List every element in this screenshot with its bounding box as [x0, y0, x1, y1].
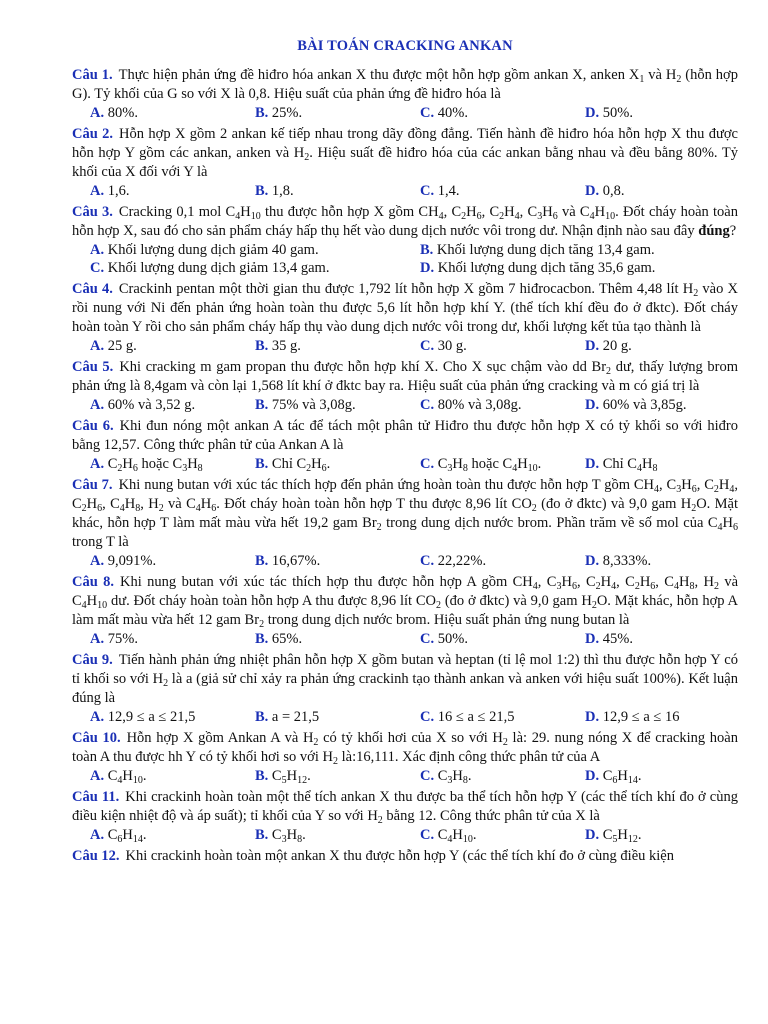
option-letter: C. [420, 105, 435, 121]
option-text: 0,8. [599, 183, 625, 199]
question-text: Khi crackinh hoàn toàn một thể tích ankan X thu được ba thể tích hỗn hợp Y (các thể tích khí đo ở cùng điều kiện nhiệt độ và áp suất); tỉ khối của Y so với $H_2$ bằng 12. Công thức phân tử của X là [72, 789, 738, 826]
question-number: Câu 10. [72, 730, 121, 746]
answer-option [72, 337, 237, 355]
option-text: 12,9 ≤ a ≤ 21,5 [104, 709, 196, 725]
option-text: Khối lượng dung dịch giảm 13,4 gam. [104, 260, 330, 276]
answer-options [72, 552, 738, 570]
question-number: Câu 1. [72, 67, 113, 83]
option-text: 25 g. [104, 338, 137, 354]
question-number: Câu 12. [72, 848, 120, 864]
question-stem [72, 847, 738, 866]
option-letter: A. [90, 827, 105, 843]
question-6 [72, 417, 738, 473]
option-letter: B. [255, 338, 269, 354]
answer-option [237, 708, 402, 726]
answer-option [72, 396, 237, 414]
question-stem [72, 729, 738, 767]
answer-option [567, 708, 732, 726]
option-text: 22,22%. [434, 553, 487, 569]
option-letter: C. [420, 709, 435, 725]
answer-option [402, 104, 567, 122]
question-stem [72, 66, 738, 104]
answer-option [567, 826, 732, 844]
option-text: 9,091%. [104, 553, 157, 569]
question-2 [72, 125, 738, 200]
option-letter: C. [420, 183, 435, 199]
question-10 [72, 729, 738, 785]
option-letter: D. [585, 709, 600, 725]
question-9 [72, 651, 738, 726]
question-number: Câu 5. [72, 359, 114, 375]
answer-option [402, 455, 567, 473]
option-text: 12,9 ≤ a ≤ 16 [599, 709, 680, 725]
answer-option [237, 396, 402, 414]
question-stem [72, 651, 738, 708]
question-number: Câu 7. [72, 477, 113, 493]
option-text: 60% và 3,85g. [599, 397, 687, 413]
option-letter: C. [420, 456, 435, 472]
option-text: 45%. [599, 631, 633, 647]
option-letter: A. [90, 338, 105, 354]
question-stem [72, 417, 738, 455]
option-text: Khối lượng dung dịch tăng 35,6 gam. [434, 260, 656, 276]
option-letter: C. [420, 397, 435, 413]
option-letter: B. [255, 827, 269, 843]
option-text: $C_5H_{12}$. [599, 827, 642, 845]
answer-option [72, 630, 237, 648]
option-letter: D. [585, 768, 600, 784]
question-text: Hỗn hợp X gồm 2 ankan kế tiếp nhau trong dãy đồng đẳng. Tiến hành đề hiđro hóa hỗn hợp X thu được hỗn hợp Y gồm các ankan, anken và $H_2$. Hiệu suất đề hiđro hóa của các ankan bằng nhau và đều bằng 80%. Tỷ khối của X đối với Y là [72, 126, 738, 180]
answer-option [72, 708, 237, 726]
question-text: Khi đun nóng một ankan A tác để tách một phân tử Hiđro thu được hỗn hợp X có tỷ khối so với hiđro bằng 12,57. Công thức phân tử của Ankan A là [72, 418, 738, 453]
option-text: Khối lượng dung dịch tăng 13,4 gam. [433, 242, 655, 258]
question-text: Cracking 0,1 mol $C_4H_{10}$ thu được hỗn hợp X gồm $CH_4$, $C_2H_6$, $C_2H_4$, $C_3H_6$ và $C_4H_{10}$. Đốt cháy hoàn toàn hỗn hợp X, sau đó cho sản phẩm cháy hấp thụ hết vào dung dịch nước vôi trong dư. Nhận định nào sau đây đúng? [72, 204, 738, 239]
option-text: Khối lượng dung dịch giảm 40 gam. [104, 242, 319, 258]
answer-option [72, 182, 237, 200]
answer-option [402, 241, 732, 259]
question-list [72, 66, 738, 866]
question-8 [72, 573, 738, 648]
option-letter: C. [420, 827, 435, 843]
option-text: 65%. [268, 631, 303, 647]
option-letter: B. [255, 553, 269, 569]
answer-option [567, 337, 732, 355]
option-letter: D. [585, 553, 600, 569]
option-text: 30 g. [434, 338, 467, 354]
question-7 [72, 476, 738, 570]
answer-option [567, 455, 732, 473]
option-text: 50%. [599, 105, 633, 121]
option-text: 35 g. [268, 338, 301, 354]
option-letter: B. [255, 456, 269, 472]
option-text: 8,333%. [599, 553, 652, 569]
answer-option [72, 767, 237, 785]
answer-option [402, 708, 567, 726]
option-text: 1,8. [268, 183, 294, 199]
option-letter: A. [90, 397, 105, 413]
option-letter: D. [585, 397, 600, 413]
answer-option [72, 259, 402, 277]
question-text: Khi cracking m gam propan thu được hỗn hợp khí X. Cho X sục chậm vào dd $Br_2$ dư, thấy lượng brom phản ứng là 8,4gam và còn lại 1,568 lít khí ở đktc bay ra. Hiệu suất của phản ứng cracking và m có giá trị là [72, 359, 738, 394]
answer-option [402, 630, 567, 648]
option-letter: A. [90, 105, 105, 121]
option-text: 20 g. [599, 338, 632, 354]
option-text: a = 21,5 [268, 709, 320, 725]
answer-option [72, 241, 402, 259]
question-text: Khi crackinh hoàn toàn một ankan X thu được hỗn hợp Y (các thể tích khí đo ở cùng điều kiện [125, 848, 674, 864]
question-stem [72, 203, 738, 241]
option-letter: D. [585, 183, 600, 199]
answer-option [402, 182, 567, 200]
option-letter: D. [585, 105, 600, 121]
question-stem [72, 788, 738, 826]
option-letter: C. [90, 260, 105, 276]
option-text: 75% và 3,08g. [268, 397, 356, 413]
answer-option [237, 337, 402, 355]
option-text: 25%. [268, 105, 303, 121]
answer-option [237, 552, 402, 570]
question-4 [72, 280, 738, 355]
option-text: 50%. [434, 631, 468, 647]
option-text: $C_3H_8$. [268, 827, 306, 845]
answer-option [72, 104, 237, 122]
question-12 [72, 847, 738, 866]
question-text: Khi nung butan với xúc tác thích hợp đến phản ứng hoàn toàn thu được hỗn hợp T gồm $CH_4$, $C_3H_6$, $C_2H_4$, $C_2H_6$, $C_4H_8$, $H_2$ và $C_4H_6$. Đốt cháy hoàn toàn hỗn hợp T thu được 8,96 lít $CO_2$ (đo ở đktc) và 9,0 gam $H_2O$. Mặt khác, hỗn hợp T làm mất màu vừa hết 19,2 gam $Br_2$ trong dung dịch nước brom. Phần trăm về số mol của $C_4H_6$ trong T là [72, 477, 739, 550]
question-number: Câu 2. [72, 126, 114, 142]
question-text: Crackinh pentan một thời gian thu được 1,792 lít hỗn hợp X gồm 7 hiđrocacbon. Thêm 4,48 lít $H_2$ vào X rồi nung với Ni đến phản ứng hoàn toàn thu được 5,6 lít hỗn hợp khí Y. (thể tích khí đều đo ở đktc). Đốt cháy hoàn toàn Y rồi cho sản phẩm cháy hấp thụ vào dung dịch nước vôi trong dư, khối lượng kết tủa tạo thành là [72, 281, 738, 335]
answer-option [567, 767, 732, 785]
answer-options [72, 767, 738, 785]
option-letter: B. [255, 631, 269, 647]
question-number: Câu 9. [72, 652, 113, 668]
answer-option [237, 182, 402, 200]
option-text: 16 ≤ a ≤ 21,5 [434, 709, 515, 725]
option-letter: A. [90, 456, 105, 472]
answer-option [567, 552, 732, 570]
question-stem [72, 358, 738, 396]
question-text: Tiến hành phản ứng nhiệt phân hỗn hợp X gồm butan và heptan (tỉ lệ mol 1:2) thì thu được hỗn hợp Y có tỉ khối so với $H_2$ là a (giả sử chỉ xảy ra phản ứng crackinh tạo thành ankan và anken với hiệu suất 100%). Kết luận đúng là [72, 652, 738, 706]
answer-option [237, 630, 402, 648]
question-stem [72, 280, 738, 337]
option-text: 75%. [104, 631, 138, 647]
option-text: $C_2H_6$ hoặc $C_3H_8$ [104, 456, 203, 474]
answer-option [237, 826, 402, 844]
question-stem [72, 125, 738, 182]
answer-option [237, 455, 402, 473]
question-3 [72, 203, 738, 277]
document-title: BÀI TOÁN CRACKING ANKAN [297, 38, 513, 54]
option-letter: A. [90, 768, 105, 784]
question-number: Câu 4. [72, 281, 113, 297]
answer-option [402, 826, 567, 844]
answer-option [402, 396, 567, 414]
answer-option [567, 396, 732, 414]
option-text: 40%. [434, 105, 468, 121]
option-letter: A. [90, 183, 105, 199]
option-letter: A. [90, 553, 105, 569]
answer-option [72, 455, 237, 473]
option-text: $C_4H_{10}$. [434, 827, 477, 845]
option-letter: D. [585, 456, 600, 472]
option-letter: B. [255, 105, 269, 121]
option-letter: A. [90, 631, 105, 647]
question-1 [72, 66, 738, 122]
option-letter: D. [585, 338, 600, 354]
option-letter: C. [420, 553, 435, 569]
question-text: Khi nung butan với xúc tác thích hợp thu được hỗn hợp A gồm $CH_4$, $C_3H_6$, $C_2H_4$, $C_2H_6$, $C_4H_8$, $H_2$ và $C_4H_{10}$ dư. Đốt cháy hoàn toàn hỗn hợp A thu được 8,96 lít $CO_2$ (đo ở đktc) và 9,0 gam $H_2O$. Mặt khác, hỗn hợp A làm mất màu vừa hết 12 gam $Br_2$ trong dung dịch nước brom. Hiệu suất phản ứng nung butan là [72, 574, 739, 630]
option-text: 80%. [104, 105, 138, 121]
answer-option [567, 104, 732, 122]
answer-option [72, 826, 237, 844]
answer-option [402, 767, 567, 785]
answer-options [72, 396, 738, 414]
question-number: Câu 6. [72, 418, 114, 434]
answer-option [72, 552, 237, 570]
option-text: 60% và 3,52 g. [104, 397, 196, 413]
option-text: $C_3H_8$ hoặc $C_4H_{10}$. [434, 456, 542, 474]
question-text: Thực hiện phản ứng đề hiđro hóa ankan X thu được một hỗn hợp gồm ankan X, anken $X_1$ và $H_2$ (hỗn hợp G). Tỷ khối của G so với X là 0,8. Hiệu suất của phản ứng đề hiđro hóa là [72, 67, 738, 102]
answer-options [72, 826, 738, 844]
question-number: Câu 3. [72, 204, 113, 220]
option-letter: C. [420, 338, 435, 354]
option-letter: B. [255, 183, 269, 199]
option-text: 1,6. [104, 183, 130, 199]
option-text: $C_6H_{14}$. [104, 827, 147, 845]
answer-option [567, 630, 732, 648]
option-text: $C_5H_{12}$. [268, 768, 311, 786]
answer-options [72, 455, 738, 473]
option-letter: D. [585, 631, 600, 647]
option-letter: A. [90, 709, 105, 725]
question-number: Câu 8. [72, 574, 115, 590]
answer-options [72, 708, 738, 726]
answer-option [237, 104, 402, 122]
option-text: 1,4. [434, 183, 460, 199]
option-letter: B. [420, 242, 434, 258]
option-letter: D. [420, 260, 435, 276]
question-stem [72, 573, 738, 630]
answer-options [72, 104, 738, 122]
option-letter: B. [255, 397, 269, 413]
answer-options [72, 337, 738, 355]
question-text: Hỗn hợp X gồm Ankan A và $H_2$ có tỷ khối hơi của X so với $H_2$ là: 29. nung nóng X để cracking hoàn toàn A thu được hh Y có tỷ khối hơi so với $H_2$ là:16,111. Xác định công thức phân tử của A [72, 730, 738, 767]
answer-option [567, 182, 732, 200]
question-stem [72, 476, 738, 552]
option-letter: B. [255, 709, 269, 725]
option-text: 16,67%. [268, 553, 321, 569]
answer-option [402, 552, 567, 570]
option-letter: A. [90, 242, 105, 258]
option-text: $C_4H_{10}$. [104, 768, 147, 786]
option-text: 80% và 3,08g. [434, 397, 522, 413]
option-text: Chỉ $C_4H_8$ [599, 456, 658, 474]
option-letter: C. [420, 768, 435, 784]
answer-options [72, 182, 738, 200]
question-number: Câu 11. [72, 789, 120, 805]
answer-option [402, 337, 567, 355]
question-5 [72, 358, 738, 414]
option-text: $C_3H_8$. [434, 768, 472, 786]
answer-options [72, 630, 738, 648]
option-letter: D. [585, 827, 600, 843]
answer-options [72, 241, 738, 277]
option-text: Chỉ $C_2H_6$. [268, 456, 331, 474]
answer-option [237, 767, 402, 785]
question-11 [72, 788, 738, 844]
option-text: $C_6H_{14}$. [599, 768, 642, 786]
option-letter: B. [255, 768, 269, 784]
answer-option [402, 259, 732, 277]
option-letter: C. [420, 631, 435, 647]
